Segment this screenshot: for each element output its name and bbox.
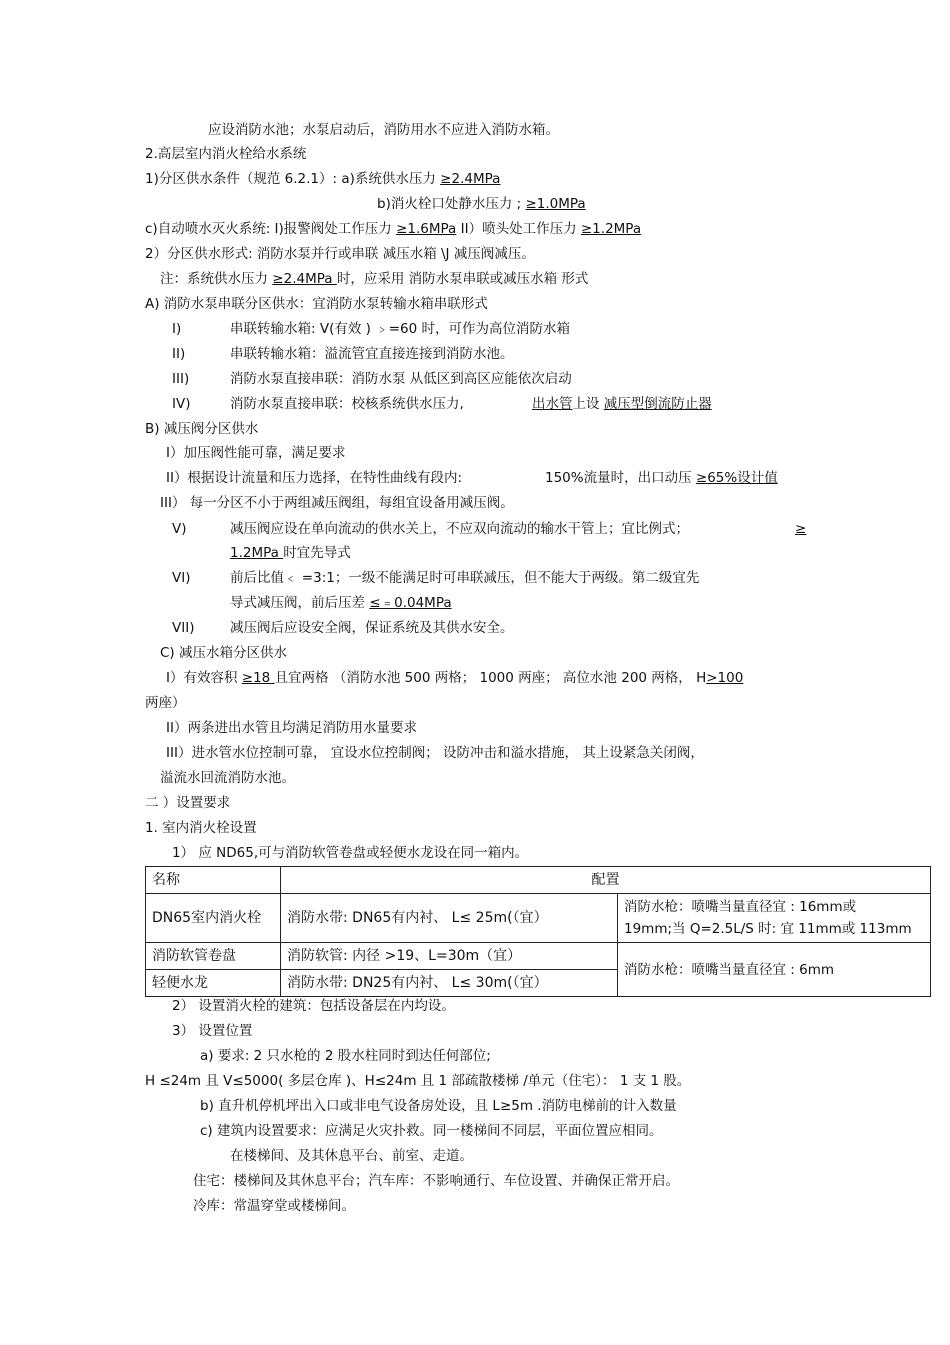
item-text: 减压阀应设在单向流动的供水关上，不应双向流动的输水干管上；宜比例式； (230, 521, 689, 537)
item-text: 串联转输水箱: V(有效 ) ﹥=60 时，可作为高位消防水箱 (230, 321, 570, 337)
text-span: 150%流量时，出口动压 (545, 470, 696, 486)
text-span: 导式减压阀，前后压差 (230, 595, 370, 611)
item-text (532, 395, 712, 413)
item-text: 3） 设置位置 (172, 1023, 253, 1039)
item-text (230, 395, 464, 413)
item-text: 减压阀后应设安全阀，保证系统及其供水安全。 (230, 620, 514, 636)
item-text: III） 每一分区不小于两组减压阀组，每组宜设备用减压阀。 (160, 495, 514, 511)
item-number: V) (172, 521, 187, 537)
item-number: VII) (172, 620, 195, 636)
section-heading: 2.高层室内消火栓给水系统 (145, 146, 307, 162)
text-span: 时，应采用 消防水泵串联或减压水箱 形式 (336, 271, 589, 287)
subsection-heading: A) 消防水泵串联分区供水：宜消防水泵转输水箱串联形式 (145, 296, 488, 312)
item-text: 两座） (145, 695, 186, 711)
text-line (145, 170, 500, 188)
pressure-value: ≥2.4MPa (272, 271, 337, 287)
item-text: 住宅：楼梯间及其休息平台；汽车库：不影响通行、车位设置、并确保正常开启。 (193, 1173, 679, 1189)
table-cell: 消防水带: DN25有内衬、 L≤ 30m(（宜） (281, 970, 618, 997)
pressure-value: ≥2.4MPa (440, 171, 501, 187)
text-span: 且宜两格 （消防水池 500 两格； 1000 两座； 高位水池 200 两格， H (274, 670, 707, 686)
pressure-value: 1.2MPa (230, 545, 284, 561)
item-text: 溢流水回流消防水池。 (160, 770, 295, 786)
text-span: I）有效容积 (166, 670, 242, 686)
section-heading: 二 ）设置要求 (145, 795, 231, 811)
text-line: 应设消防水池；水泵启动后，消防用水不应进入消防水箱。 (208, 122, 559, 138)
text-span: 减压型倒流防止器 (603, 396, 712, 412)
table-header-cell: 名称 (146, 867, 281, 894)
table-cell: DN65室内消火栓 (146, 894, 281, 943)
text-line (377, 195, 586, 213)
text-span: 出水管 (532, 396, 573, 412)
item-text: II）两条进出水管且均满足消防用水量要求 (166, 720, 417, 736)
table-header-row (146, 867, 931, 894)
item-text: c) 建筑内设置要求：应满足火灾扑救。同一楼梯间不同层，平面位置应相同。 (200, 1123, 663, 1139)
text-span: >100 (706, 670, 744, 686)
item-number: IV) (172, 396, 191, 412)
table-cell (618, 894, 931, 943)
item-text: 冷库：常温穿堂或楼梯间。 (193, 1198, 355, 1214)
item-text: I）加压阀性能可靠，满足要求 (166, 445, 346, 461)
table-header-cell: 配置 (281, 867, 931, 894)
text-span: ≥18 (241, 670, 275, 686)
item-text: 2） 设置消火栓的建筑：包括设备层在内均设。 (172, 998, 455, 1014)
text-span: 时宜先导式 (283, 545, 351, 561)
item-number: III) (172, 371, 190, 387)
item-text: 在楼梯间、及其休息平台、前室、走道。 (230, 1148, 473, 1164)
table-cell: 消防水带: DN65有内衬、 L≤ 25m(（宜） (281, 894, 618, 943)
item-text: III）进水管水位控制可靠， 宜设水位控制阀； 设防冲击和溢水措施， 其上设紧急关闭阀， (166, 745, 704, 761)
table-cell: 消防软管卷盘 (146, 943, 281, 970)
text-span: ≥65%设计值 (695, 470, 778, 486)
subsection-heading: C) 减压水箱分区供水 (160, 645, 287, 661)
table-cell: 消防软管: 内径 >19、L=30m（宜） (281, 943, 618, 970)
item-text: a) 要求: 2 只水枪的 2 股水柱同时到达任何部位; (200, 1048, 491, 1064)
item-text (230, 594, 452, 612)
item-text: 前后比值﹤ =3:1；一级不能满足时可串联减压，但不能大于两级。第二级宜先 (230, 570, 700, 586)
item-text (230, 544, 351, 562)
item-text: 消防水泵直接串联：消防水泵 从低区到高区应能依次启动 (230, 371, 572, 387)
text-line (145, 220, 641, 238)
config-table (145, 866, 931, 997)
item-text: 1） 应 ND65,可与消防软管卷盘或轻便水龙设在同一箱内。 (172, 845, 529, 861)
item-text (545, 469, 778, 487)
pressure-value: ≤﹦0.04MPa (369, 595, 452, 611)
table-cell: 轻便水龙 (146, 970, 281, 997)
pressure-value: ≥1.6MPa (396, 221, 457, 237)
table-cell: 消防水枪：喷嘴当量直径宜 : 6mm (618, 943, 931, 997)
subsection-heading: B) 减压阀分区供水 (145, 421, 259, 437)
item-number: I) (172, 321, 182, 337)
table-cell-line: 消防水枪：喷嘴当量直径宜 : 16mm或 (624, 899, 857, 915)
item-text: b) 直升机停机坪出入口或非电气设备房处设，且 L≥5m .消防电梯前的计入数量 (200, 1098, 677, 1114)
section-heading: 1. 室内消火栓设置 (145, 820, 257, 836)
item-text (166, 669, 743, 687)
text-line: 2）分区供水形式: 消防水泵并行或串联 减压水箱 \J 减压阀减压。 (145, 246, 535, 262)
item-number: II) (172, 346, 186, 362)
table-row (146, 894, 931, 943)
table-cell-line: 19mm;当 Q=2.5L/S 时: 宜 11mm或 113mm (624, 921, 912, 937)
pressure-value: ≥1.0MPa (525, 196, 586, 212)
item-text: ≥ (795, 521, 807, 537)
text-span: b)消火栓口处静水压力 ; (377, 196, 526, 212)
table-row (146, 943, 931, 970)
pressure-value: ≥1.2MPa (580, 221, 642, 237)
text-span: c)自动喷水灭火系统: I)报警阀处工作压力 (145, 221, 397, 237)
item-text: H ≤24m 且 V≤5000( 多层仓库 )、H≤24m 且 1 部疏散楼梯 /单元（住宅）： 1 支 1 股。 (145, 1073, 691, 1089)
note-line (160, 270, 588, 288)
text-span: 上设 (572, 396, 604, 412)
text-span: II）喷头处工作压力 (456, 221, 581, 237)
text-span: 消防水泵直接串联：校核系统供水压力, (230, 396, 464, 412)
item-text: 串联转输水箱：溢流管宜直接连接到消防水池。 (230, 346, 514, 362)
item-text: II）根据设计流量和压力选择，在特性曲线有段内: (166, 470, 463, 486)
text-span: 1)分区供水条件（规范 6.2.1）: a)系统供水压力 (145, 171, 441, 187)
text-span: 注：系统供水压力 (160, 271, 273, 287)
item-number: VI) (172, 570, 191, 586)
